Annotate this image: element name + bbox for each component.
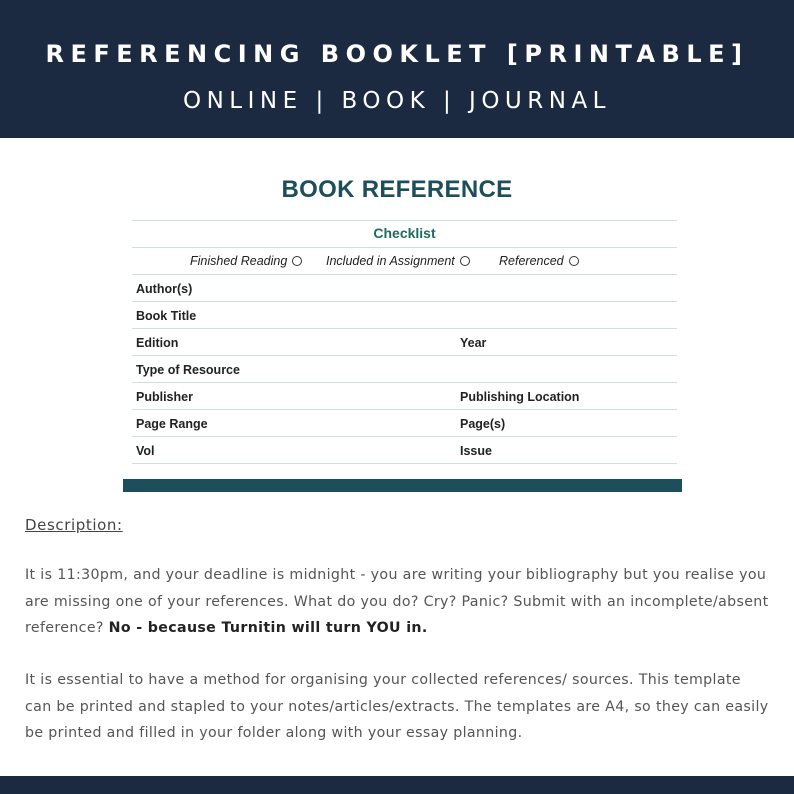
option-label: Finished Reading <box>190 254 288 268</box>
field-label-type-of-resource: Type of Resource <box>136 363 240 377</box>
header-banner <box>0 0 794 138</box>
field-row-vol-issue <box>132 437 677 464</box>
emphasis-text: No - because Turnitin will turn YOU in. <box>108 620 428 636</box>
paragraph-line: It is 11:30pm, and your deadline is midnight - you are writing your bibliography but you realise you <box>25 567 767 583</box>
paragraph-line: be printed and filled in your folder along with your essay planning. <box>25 725 523 741</box>
field-label-pages: Page(s) <box>460 417 506 431</box>
footer-band <box>0 776 794 794</box>
checklist-row <box>132 221 677 248</box>
description-heading: Description: <box>25 516 123 534</box>
option-referenced[interactable] <box>499 254 579 268</box>
field-label-year: Year <box>460 336 487 350</box>
banner-title: REFERENCING BOOKLET [PRINTABLE] <box>45 40 749 68</box>
circle-checkbox-icon[interactable] <box>460 256 470 266</box>
field-row-author <box>132 275 677 302</box>
description-paragraph-2 <box>25 667 785 747</box>
paragraph-line: can be printed and stapled to your notes/articles/extracts. The templates are A4, so they can easily <box>25 698 769 715</box>
field-label-page-range: Page Range <box>136 417 208 431</box>
paragraph-line: are missing one of your references. What do you do? Cry? Panic? Submit with an incomplete/absent <box>25 593 769 610</box>
checklist-title: Checklist <box>373 225 436 241</box>
field-label-book-title: Book Title <box>136 309 197 323</box>
option-finished-reading[interactable] <box>190 254 302 268</box>
field-label-publishing-location: Publishing Location <box>460 390 580 404</box>
form-footer-bar <box>123 479 682 492</box>
checklist-options-row <box>132 248 677 275</box>
field-row-type-of-resource <box>132 356 677 383</box>
option-included-in-assignment[interactable] <box>326 254 470 268</box>
description-paragraph-1 <box>25 562 785 642</box>
paragraph-line <box>25 615 785 642</box>
paragraph-text: reference? <box>25 620 109 636</box>
form-title: BOOK REFERENCE <box>281 176 513 203</box>
field-row-page-range <box>132 410 677 437</box>
field-row-publisher <box>132 383 677 410</box>
reference-form <box>132 220 677 464</box>
field-label-vol: Vol <box>136 444 155 458</box>
field-row-edition-year <box>132 329 677 356</box>
paragraph-line: It is essential to have a method for organising your collected references/ sources. This template <box>25 672 741 688</box>
circle-checkbox-icon[interactable] <box>569 256 579 266</box>
banner-subtitle: ONLINE | BOOK | JOURNAL <box>182 88 611 114</box>
field-label-issue: Issue <box>460 444 492 458</box>
field-label-edition: Edition <box>136 336 179 350</box>
option-label: Referenced <box>499 254 564 268</box>
option-label: Included in Assignment <box>326 254 455 268</box>
circle-checkbox-icon[interactable] <box>292 256 302 266</box>
field-label-publisher: Publisher <box>136 390 193 404</box>
field-label-author: Author(s) <box>136 282 193 296</box>
field-row-book-title <box>132 302 677 329</box>
